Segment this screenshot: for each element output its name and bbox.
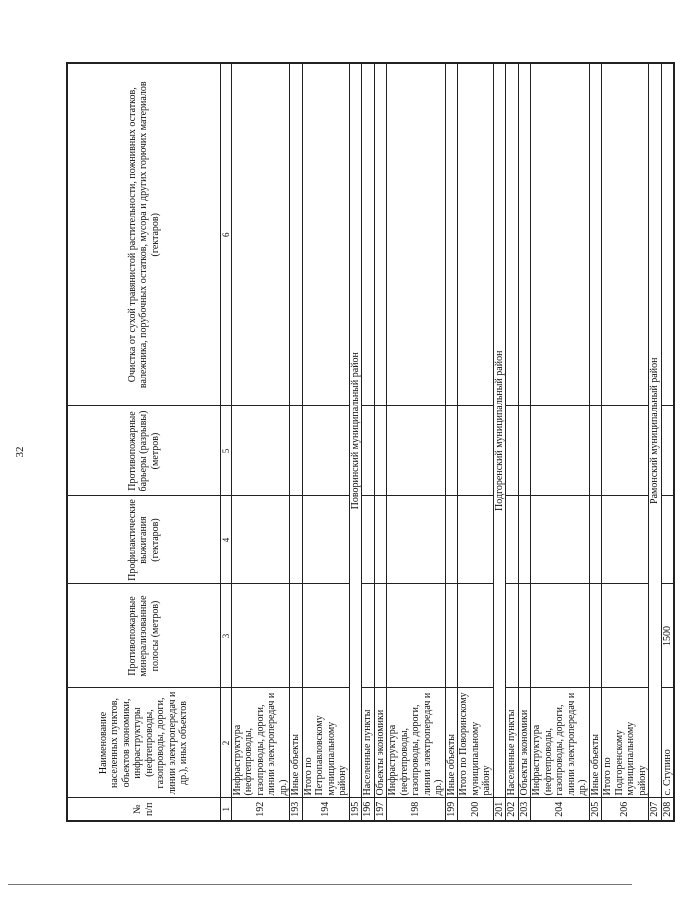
- value-cell: [661, 496, 674, 584]
- value-cell: [374, 496, 387, 584]
- table-row: [290, 63, 303, 821]
- object-name: Итого по Подгоренскому муниципальному району: [602, 688, 649, 798]
- value-cell: [602, 496, 649, 584]
- object-name: Инфраструктура (нефтепроводы, газопроводы, дороги, линии электропередач и др.): [231, 688, 290, 798]
- object-name: Объекты экономики: [518, 688, 531, 798]
- row-number: 202: [506, 798, 519, 821]
- value-cell: [518, 406, 531, 496]
- value-cell: [661, 406, 674, 496]
- row-number: 201: [493, 798, 506, 821]
- value-cell: [506, 584, 519, 688]
- object-name: Объекты экономики: [374, 688, 387, 798]
- value-cell: [531, 63, 590, 406]
- section-row: [493, 63, 506, 821]
- row-number: 203: [518, 798, 531, 821]
- value-cell: [518, 584, 531, 688]
- header-cell: № п/п: [67, 798, 220, 821]
- table-row: [589, 63, 602, 821]
- value-cell: [231, 584, 290, 688]
- header-cell: Противопожарные минерализованные полосы (метров): [67, 584, 220, 688]
- row-number: 193: [290, 798, 303, 821]
- object-name: Иные объекты: [589, 688, 602, 798]
- row-number: 198: [387, 798, 446, 821]
- value-cell: 1500: [661, 584, 674, 688]
- district-name: Поворинский муниципальный район: [349, 63, 362, 798]
- value-cell: [387, 584, 446, 688]
- value-cell: [518, 63, 531, 406]
- value-cell: [445, 584, 458, 688]
- value-cell: [589, 496, 602, 584]
- value-cell: [387, 406, 446, 496]
- value-cell: [231, 496, 290, 584]
- row-number: 206: [602, 798, 649, 821]
- fire-prevention-table: [66, 62, 675, 822]
- page-bottom-rule: [8, 884, 632, 885]
- value-cell: [506, 63, 519, 406]
- row-number: 194: [302, 798, 349, 821]
- value-cell: [589, 406, 602, 496]
- column-number-row: [220, 63, 231, 821]
- object-name: Инфраструктура (нефтепроводы, газопроводы, дороги, линии электропередач и др.): [387, 688, 446, 798]
- value-cell: [374, 63, 387, 406]
- table-row: [458, 63, 494, 821]
- value-cell: [458, 496, 494, 584]
- section-row: [349, 63, 362, 821]
- object-name: Итого по Петропавловскому муниципальному району: [302, 688, 349, 798]
- district-name: Подгоренский муниципальный район: [493, 63, 506, 798]
- row-number: 196: [362, 798, 375, 821]
- value-cell: [531, 584, 590, 688]
- value-cell: [231, 63, 290, 406]
- header-cell: Противопожарные барьеры (разрывы) (метров): [67, 406, 220, 496]
- table-row: [518, 63, 531, 821]
- table-row: [387, 63, 446, 821]
- value-cell: [362, 63, 375, 406]
- table-row: [602, 63, 649, 821]
- header-row: [67, 63, 220, 821]
- value-cell: [602, 63, 649, 406]
- row-number: 197: [374, 798, 387, 821]
- value-cell: [445, 406, 458, 496]
- object-name: с. Ступино: [661, 688, 674, 798]
- value-cell: [387, 496, 446, 584]
- row-number: 200: [458, 798, 494, 821]
- value-cell: [602, 584, 649, 688]
- value-cell: [506, 406, 519, 496]
- value-cell: [362, 496, 375, 584]
- object-name: Иные объекты: [290, 688, 303, 798]
- value-cell: [302, 584, 349, 688]
- value-cell: [302, 496, 349, 584]
- object-name: Иные объекты: [445, 688, 458, 798]
- header-cell: Наименование населенных пунктов, объектов экономики, инфраструктуры (нефтепроводы, газопроводы, дороги, линии электропередач и др.), иных объектов: [67, 688, 220, 798]
- value-cell: [506, 496, 519, 584]
- value-cell: [531, 496, 590, 584]
- rotated-table-container: [66, 64, 673, 822]
- value-cell: [458, 63, 494, 406]
- table-row: [531, 63, 590, 821]
- value-cell: [362, 406, 375, 496]
- table-body: [220, 63, 674, 821]
- table-row: [374, 63, 387, 821]
- page-number: 32: [14, 446, 26, 458]
- column-number: 2: [220, 688, 231, 798]
- value-cell: [589, 63, 602, 406]
- object-name: Инфраструктура (нефтепроводы, газопроводы, дороги, линии электропередач и др.): [531, 688, 590, 798]
- value-cell: [374, 406, 387, 496]
- header-cell: Очистка от сухой травянистой растительности, пожнивных остатков, валежника, порубочных остатков, мусора и других горючих материалов (гектаров): [67, 63, 220, 406]
- value-cell: [518, 496, 531, 584]
- value-cell: [231, 406, 290, 496]
- row-number: 199: [445, 798, 458, 821]
- object-name: Населенные пункты: [362, 688, 375, 798]
- section-row: [649, 63, 662, 821]
- row-number: 207: [649, 798, 662, 821]
- value-cell: [374, 584, 387, 688]
- header-cell: Профилактические выжигания (гектаров): [67, 496, 220, 584]
- column-number: 6: [220, 63, 231, 406]
- row-number: 205: [589, 798, 602, 821]
- table-row: [302, 63, 349, 821]
- value-cell: [290, 406, 303, 496]
- value-cell: [602, 406, 649, 496]
- column-number: 5: [220, 406, 231, 496]
- value-cell: [290, 496, 303, 584]
- value-cell: [445, 63, 458, 406]
- value-cell: [531, 406, 590, 496]
- value-cell: [290, 63, 303, 406]
- table-row: [506, 63, 519, 821]
- table-row: [362, 63, 375, 821]
- value-cell: [290, 584, 303, 688]
- value-cell: [458, 406, 494, 496]
- column-number: 3: [220, 584, 231, 688]
- value-cell: [302, 406, 349, 496]
- column-number: 1: [220, 798, 231, 821]
- value-cell: [589, 584, 602, 688]
- row-number: 204: [531, 798, 590, 821]
- value-cell: [445, 496, 458, 584]
- row-number: 208: [661, 798, 674, 821]
- value-cell: [362, 584, 375, 688]
- table-row: [661, 63, 674, 821]
- table-row: [231, 63, 290, 821]
- district-name: Рамонский муниципальный район: [649, 63, 662, 798]
- table-row: [445, 63, 458, 821]
- object-name: Итого по Поворинскому муниципальному району: [458, 688, 494, 798]
- value-cell: [387, 63, 446, 406]
- object-name: Населенные пункты: [506, 688, 519, 798]
- row-number: 195: [349, 798, 362, 821]
- value-cell: [302, 63, 349, 406]
- value-cell: [661, 63, 674, 406]
- column-number: 4: [220, 496, 231, 584]
- row-number: 192: [231, 798, 290, 821]
- value-cell: [458, 584, 494, 688]
